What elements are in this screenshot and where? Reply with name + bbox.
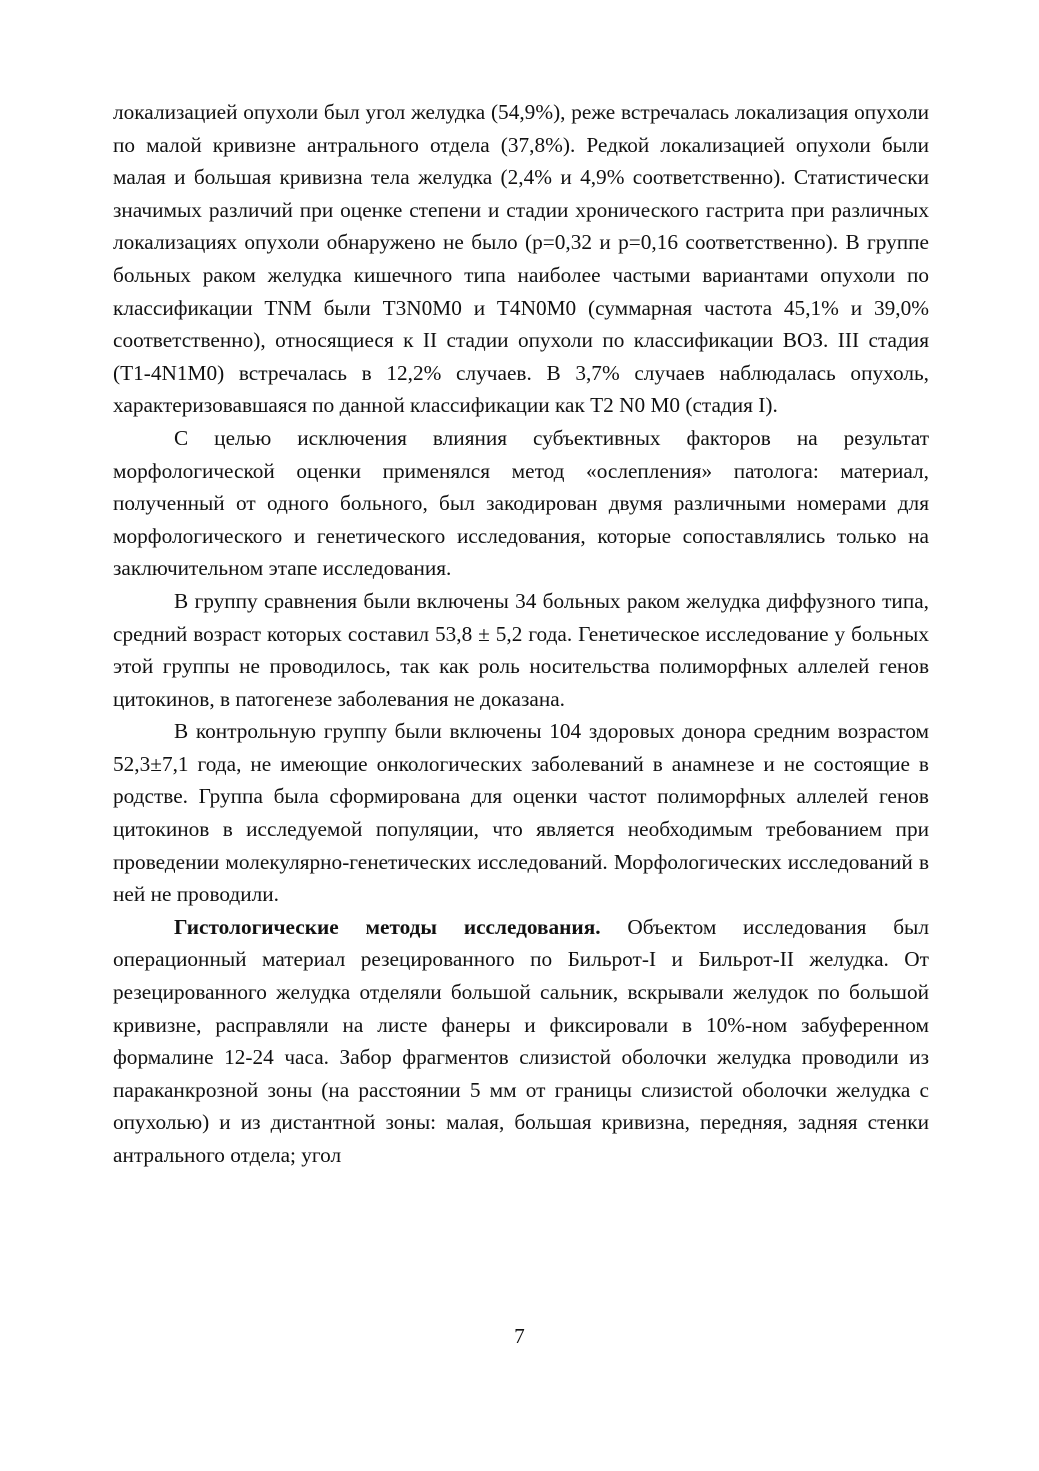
page-number: 7 [514,1324,525,1348]
paragraph-histology-methods [113,911,929,1172]
paragraph-tumor-localization: локализацией опухоли был угол желудка (54,9%), реже встречалась локализация опухоли по малой кривизне антрального отдела (37,8%). Редкой локализацией опухоли были малая и большая кривизна тела желудка (2,4% и 4,9% соответственно). Статистически значимых различий при оценке степени и стадии хронического гастрита при различных локализациях опухоли обнаружено не было (р=0,32 и р=0,16 соответственно). В группе больных раком желудка кишечного типа наиболее частыми вариантами опухоли по классификации TNM были T3N0M0 и T4N0M0 (суммарная частота 45,1% и 39,0% соответственно), относящиеся к II стадии опухоли по классификации ВОЗ. III стадия (T1-4N1M0) встречалась в 12,2% случаев. В 3,7% случаев наблюдалась опухоль, характеризовавшаяся по данной классификации как T2 N0 M0 (стадия I). [113,100,929,418]
paragraph-blinding-method: С целью исключения влияния субъективных факторов на результат морфологической оценки применялся метод «ослепления» патолога: материал, полученный от одного больного, был закодирован двумя различными номерами для морфологического и генетического исследования, которые сопоставлялись только на заключительном этапе исследования. [113,425,929,581]
section-heading-histology: Гистологические методы исследования. [174,914,601,939]
paragraph-control-group: В контрольную группу были включены 104 здоровых донора средним возрастом 52,3±7,1 года, не имеющие онкологических заболеваний в анамнезе и не состоящие в родстве. Группа была сформирована для оценки частот полиморфных аллелей генов цитокинов в исследуемой популяции, что является необходимым требованием при проведении молекулярно-генетических исследований. Морфологических исследований в ней не проводили. [113,719,929,907]
histology-text: Объектом исследования был операционный материал резецированного по Бильрот-I и Бильрот-II желудка. От резецированного желудка отделяли большой сальник, вскрывали желудок по большой кривизне, расправляли на листе фанеры и фиксировали в 10%-ном забуференном формалине 12-24 часа. Забор фрагментов слизистой оболочки желудка проводили из параканкрозной зоны (на расстоянии 5 мм от границы слизистой оболочки желудка с опухолью) и из дистантной зоны: малая, большая кривизна, передняя, задняя стенки антрального отдела; угол [113,914,929,1167]
paragraph-comparison-group: В группу сравнения были включены 34 больных раком желудка диффузного типа, средний возраст которых составил 53,8 ± 5,2 года. Генетическое исследование у больных этой группы не проводилось, так как роль носительства полиморфных аллелей генов цитокинов, в патогенезе заболевания не доказана. [113,588,929,711]
document-body [113,96,929,1172]
